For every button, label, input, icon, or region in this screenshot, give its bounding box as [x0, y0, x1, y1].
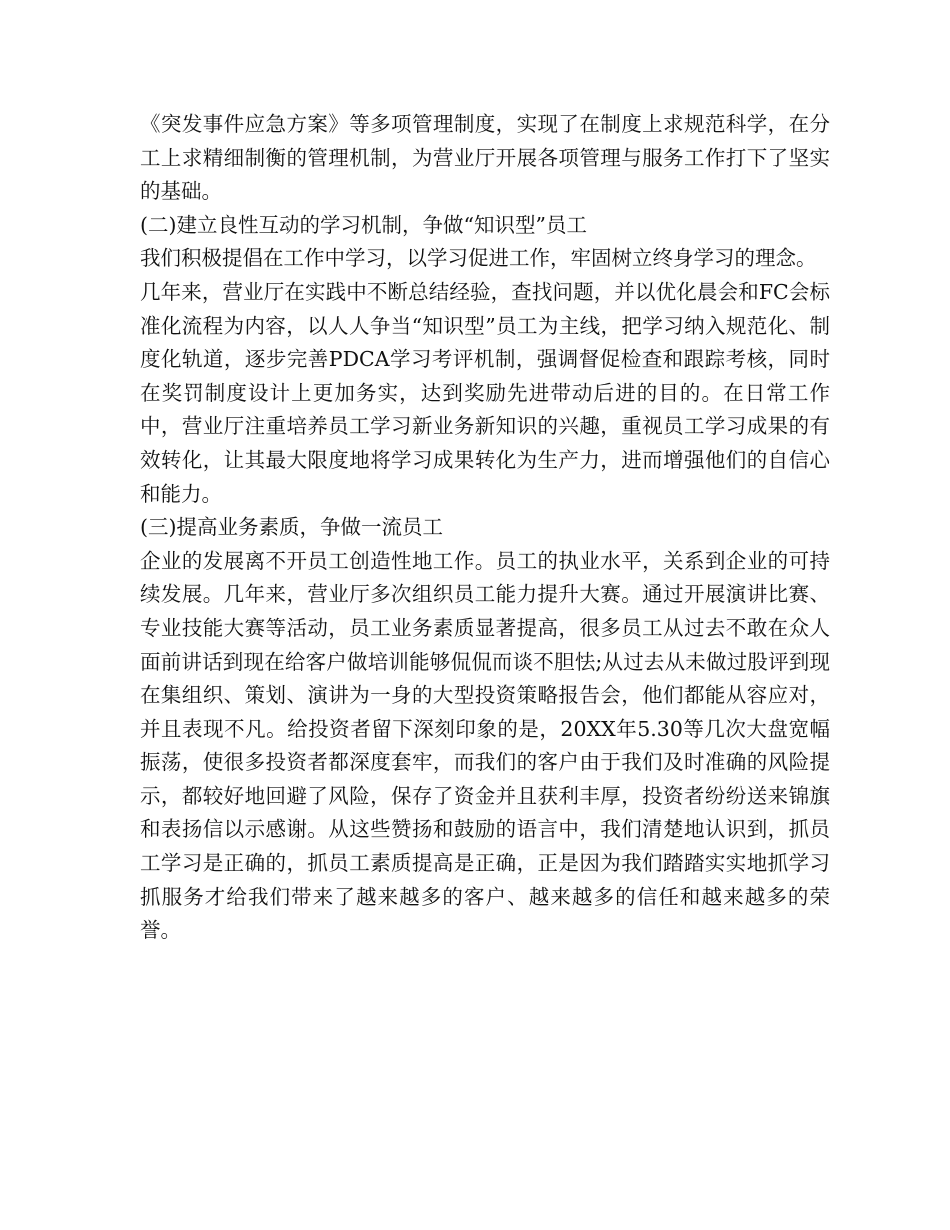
paragraph-learning-practice: 几年来，营业厅在实践中不断总结经验，查找问题，并以优化晨会和FC会标准化流程为内容，以人人争当“知识型”员工为主线，把学习纳入规范化、制度化轨道，逐步完善PDCA学习考评机制，强调督促检查和跟踪考核，同时在奖罚制度设计上更加务实，达到奖励先进带动后进的目的。在日常工作中，营业厅注重培养员工学习新业务新知识的兴趣，重视员工学习成果的有效转化，让其最大限度地将学习成果转化为生产力，进而增强他们的自信心和能力。 — [140, 279, 830, 506]
section-heading-learning-mechanism: (二)建立良性互动的学习机制，争做“知识型”员工 — [140, 212, 587, 237]
document-body — [140, 108, 830, 948]
paragraph-learning-promotion: 我们积极提倡在工作中学习，以学习促进工作，牢固树立终身学习的理念。 — [140, 246, 817, 271]
paragraph-management-system: 《突发事件应急方案》等多项管理制度，实现了在制度上求规范科学，在分工上求精细制衡的管理机制，为营业厅开展各项管理与服务工作打下了坚实的基础。 — [140, 112, 830, 204]
paragraph-business-quality: 企业的发展离不开员工创造性地工作。员工的执业水平，关系到企业的可持续发展。几年来，营业厅多次组织员工能力提升大赛。通过开展演讲比赛、专业技能大赛等活动，员工业务素质显著提高，很多员工从过去不敢在众人面前讲话到现在给客户做培训能够侃侃而谈不胆怯;从过去从未做过股评到现在集组织、策划、演讲为一身的大型投资策略报告会，他们都能从容应对，并且表现不凡。给投资者留下深刻印象的是，20XX年5.30等几次大盘宽幅振荡，使很多投资者都深度套牢，而我们的客户由于我们及时准确的风险提示，都较好地回避了风险，保存了资金并且获利丰厚，投资者纷纷送来锦旗和表扬信以示感谢。从这些赞扬和鼓励的语言中，我们清楚地认识到，抓员工学习是正确的，抓员工素质提高是正确，正是因为我们踏踏实实地抓学习抓服务才给我们带来了越来越多的客户、越来越多的信任和越来越多的荣誉。 — [140, 548, 830, 943]
section-heading-business-quality: (三)提高业务素质，争做一流员工 — [140, 515, 443, 540]
